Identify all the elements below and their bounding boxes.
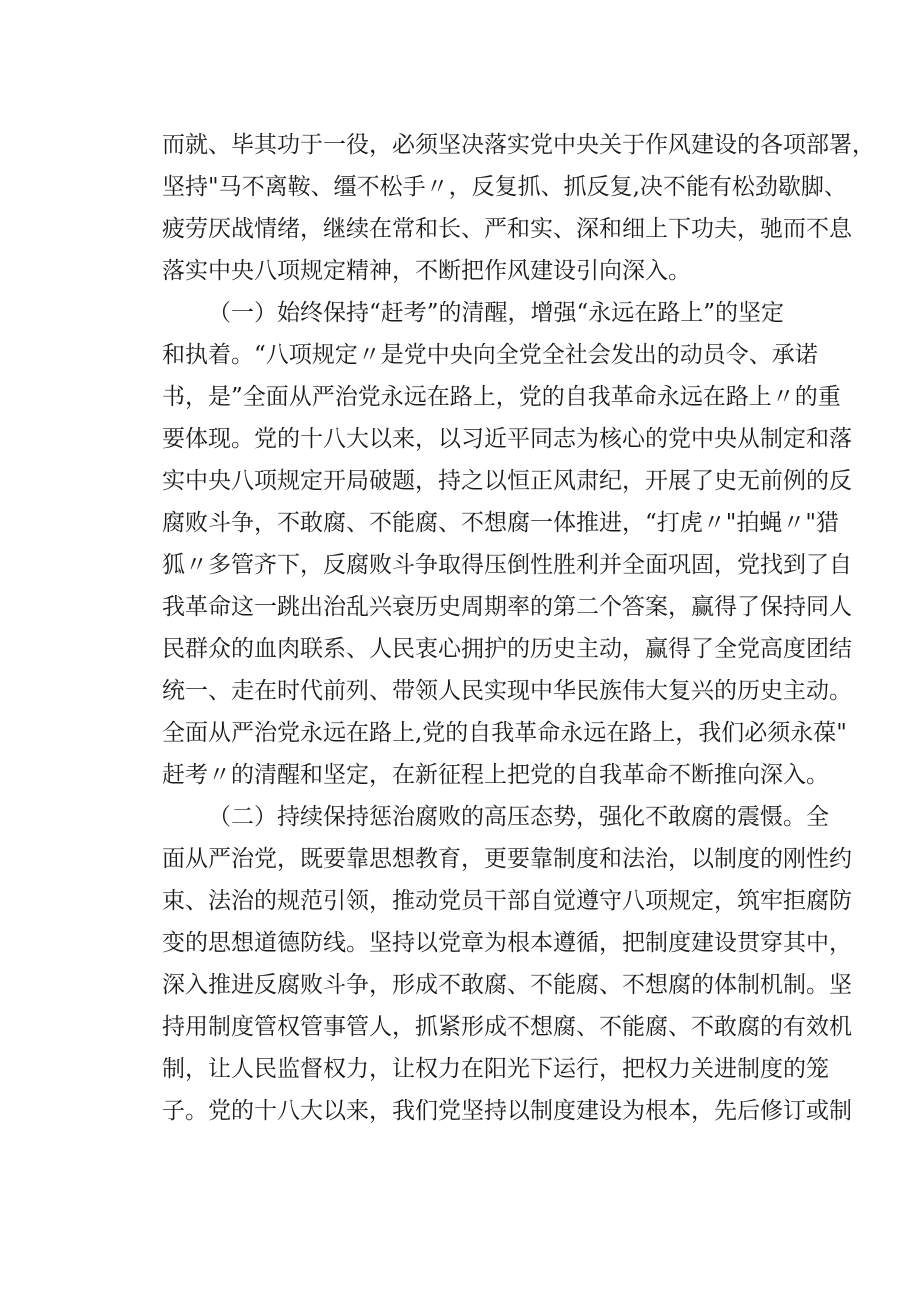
text-line: 疲劳厌战情绪，继续在常和长、严和实、深和细上下功夫，驰而不息 xyxy=(162,216,852,242)
text-line: 制，让人民监督权力，让权力在阳光下运行，把权力关进制度的笼 xyxy=(162,1056,829,1082)
text-line: 落实中央八项规定精神，不断把作风建设引向深入。 xyxy=(162,258,691,284)
text-line: 而就、毕其功于一役，必须坚决落实党中央关于作风建设的各项部署， xyxy=(162,132,875,158)
text-line: 和执着。“八项规定〃是党中央向全党全社会发出的动员令、承诺 xyxy=(162,342,818,368)
text-line: 赶考〃的清醒和坚定，在新征程上把党的自我革命不断推向深入。 xyxy=(162,762,829,788)
section-heading-line: （二）持续保持惩治腐败的高压态势，强化不敢腐的震慑。全 xyxy=(208,804,829,830)
text-line: 我革命这一跳出治乱兴衰历史周期率的第二个答案，赢得了保持同人 xyxy=(162,594,852,620)
section-heading-line: （一）始终保持“赶考”的清醒，增强“永远在路上”的坚定 xyxy=(208,300,785,326)
text-line: 实中央八项规定开局破题，持之以恒正风肃纪，开展了史无前例的反 xyxy=(162,468,852,494)
text-line: 狐〃多管齐下，反腐败斗争取得压倒性胜利并全面巩固，党找到了自 xyxy=(162,552,852,578)
text-line: 变的思想道德防线。坚持以党章为根本遵循，把制度建设贯穿其中， xyxy=(162,930,852,956)
text-line: 深入推进反腐败斗争，形成不敢腐、不能腐、不想腐的体制机制。坚 xyxy=(162,972,852,998)
text-line: 民群众的血肉联系、人民衷心拥护的历史主动，赢得了全党高度团结 xyxy=(162,636,852,662)
text-line: 书，是”全面从严治党永远在路上，党的自我革命永远在路上〃的重 xyxy=(162,384,841,410)
text-line: 腐败斗争，不敢腐、不能腐、不想腐一体推进，“打虎〃"拍蝇〃"猎 xyxy=(162,510,839,536)
document-body xyxy=(162,124,875,1132)
text-line: 全面从严治党永远在路上,党的自我革命永远在路上，我们必须永葆" xyxy=(162,720,847,746)
text-line: 要体现。党的十八大以来，以习近平同志为核心的党中央从制定和落 xyxy=(162,426,852,452)
text-line: 持用制度管权管事管人，抓紧形成不想腐、不能腐、不敢腐的有效机 xyxy=(162,1014,852,1040)
text-line: 束、法治的规范引领，推动党员干部自觉遵守八项规定，筑牢拒腐防 xyxy=(162,888,852,914)
text-line: 子。党的十八大以来，我们党坚持以制度建设为根本，先后修订或制 xyxy=(162,1098,852,1124)
text-line: 面从严治党，既要靠思想教育，更要靠制度和法治，以制度的刚性约 xyxy=(162,846,852,872)
text-line: 坚持"马不离鞍、缰不松手〃，反复抓、抓反复,决不能有松劲歇脚、 xyxy=(162,174,847,200)
text-line: 统一、走在时代前列、带领人民实现中华民族伟大复兴的历史主动。 xyxy=(162,678,852,704)
